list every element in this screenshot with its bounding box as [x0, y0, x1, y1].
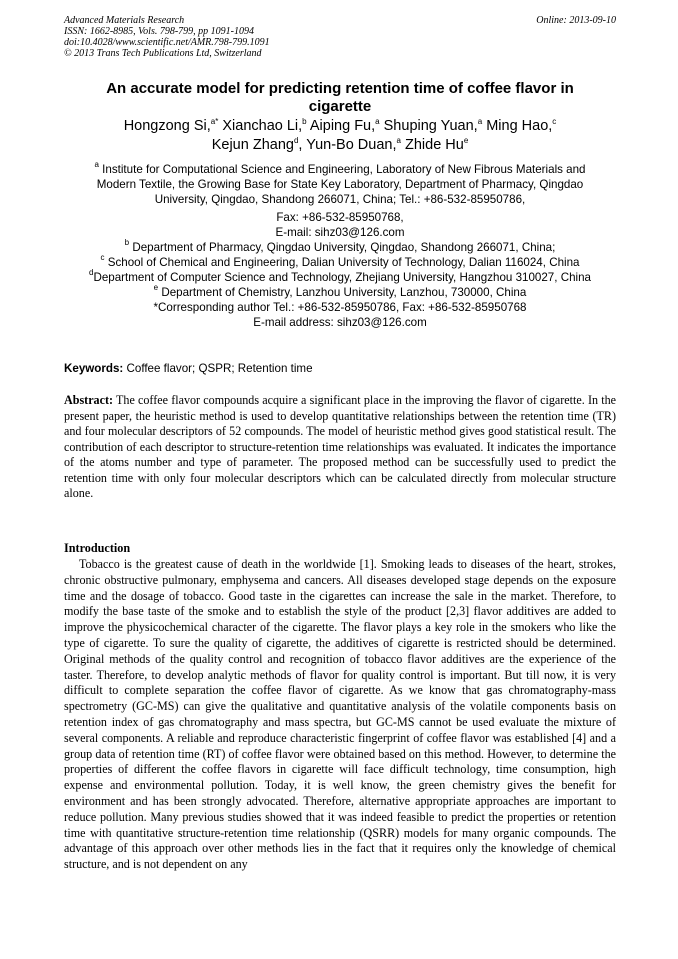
affiliation-c: $^c$ School of Chemical and Engineering, Dalian University of Technology, Dalian 116024, China: [100, 253, 580, 269]
author-name: Hongzong Si,: [123, 118, 211, 134]
affiliation-mark: a: [94, 160, 99, 169]
author-name: Ming Hao,: [486, 118, 553, 134]
author-affiliation-mark: a: [375, 117, 380, 126]
affiliation-a: [64, 162, 616, 207]
online-date: Online: 2013-09-10: [536, 15, 616, 26]
author-affiliation-mark: c: [552, 117, 557, 126]
affiliation-mark: c: [100, 253, 105, 262]
affiliation-contact: [64, 210, 616, 330]
email-address: E-mail address: sihz03@126.com: [253, 316, 427, 329]
author-name: Kejun Zhang: [211, 137, 294, 153]
author-line-1: [64, 117, 616, 136]
keywords: [64, 361, 616, 376]
affiliation-a-line-3: University, Qingdao, Shandong 266071, China; Tel.: +86-532-85950786,: [154, 193, 526, 206]
abstract-label: Abstract:: [64, 393, 114, 407]
abstract: [64, 393, 616, 502]
author-affiliation-mark: a: [396, 136, 401, 145]
corresponding-author: *Corresponding author Tel.: +86-532-85950786, Fax: +86-532-85950768: [153, 301, 527, 314]
affiliation-d: $^d$Department of Computer Science and Technology, Zhejiang University, Hangzhou 310027, China: [89, 268, 591, 284]
author-name: Xianchao Li,: [222, 118, 303, 134]
author-affiliation-mark: d: [293, 136, 299, 145]
author-name: Zhide Hu: [404, 137, 464, 153]
introduction-paragraph: Tobacco is the greatest cause of death in the worldwide [1]. Smoking leads to diseases of the heart, strokes, chronic obstructive pulmonary, emphysema and cancers. All diseases developed stage depends on the exposure time and the dosage of tobacco. Good taste in the cigarettes can increase the sale in the market. Therefore, to modify the base taste of the smoke and to establish the style of the product [2,3] flavor additives are added to improve the physicochemical character of the cigarette. The flavor plays a key role in the smokers who like the type of cigarette. To sure the quality of cigarette, the additives of cigarette is restricted should be determined. Original methods of the quality control and recognition of tobacco flavor additives are the experience of the taster. Therefore, to develop analytic methods of flavor for quality control is important. But till now, it is very difficult to complete separation the coffee flavor of cigarette. As we know that gas chromatography-mass spectrometry (GC-MS) can give the qualitative and quantitative analysis of the volatile components basis on retention index of gas chromatography and mass spectra, but GC-MS cannot be used evaluate the mixture of several components. A reliable and reproduce characteristic fingerprint of coffee flavor was established [4] and a group data of retention time (RT) of coffee flavor were obtained based on this method. However, to determine the properties of different the coffee flavors in cigarette will face difficult technology, time consumption, high expense and environmental pollution. Today, it is well know, the green chemistry gives the benefit for environment and has been strongly advocated. Therefore, alternative appropriate approaches are important to reduce pollution. Many previous studies showed that it was indeed feasible to predict the properties or retention time with quantitative structure-retention time relationship (QSRR) models for many organic compounds. The advantage of this approach over other methods lies in the fact that it requires only the knowledge of chemical structure, and is not dependent on any: [64, 557, 616, 872]
keywords-text: Coffee flavor; QSPR; Retention time: [123, 362, 313, 375]
keywords-label: Keywords:: [64, 362, 124, 375]
copyright-line: © 2013 Trans Tech Publications Ltd, Switzerland: [64, 48, 262, 59]
author-line-2: [64, 136, 616, 155]
author-name: Aiping Fu,: [309, 118, 376, 134]
affiliation-e: $^e$ Department of Chemistry, Lanzhou University, Lanzhou, 730000, China: [153, 283, 527, 299]
affiliation-mark: b: [124, 238, 130, 247]
author-name: Shuping Yuan,: [383, 118, 478, 134]
email-line: E-mail: sihz03@126.com: [275, 226, 405, 239]
title-line-2: cigarette: [308, 98, 372, 115]
affiliation-a-line-2: Modern Textile, the Growing Base for State Key Laboratory, Department of Pharmacy, Qingdao: [96, 178, 584, 191]
author-affiliation-mark: a*: [210, 117, 219, 126]
affiliation-a-line-1: $^a$ Institute for Computational Science and Engineering, Laboratory of New Fibrous Materials and: [94, 160, 586, 176]
author-affiliation-mark: b: [302, 117, 307, 126]
paper-title: [64, 80, 616, 116]
title-line-1: An accurate model for predicting retention time of coffee flavor in: [106, 80, 574, 97]
author-list: [64, 117, 616, 155]
affiliation-mark: e: [153, 283, 159, 292]
author-name: , Yun-Bo Duan,: [298, 137, 397, 153]
affiliation-mark: d: [89, 268, 94, 277]
fax-line: Fax: +86-532-85950768,: [276, 211, 404, 224]
journal-name: Advanced Materials Research: [64, 15, 185, 26]
author-affiliation-mark: a: [477, 117, 483, 126]
section-heading-introduction: Introduction: [64, 541, 131, 555]
abstract-text: The coffee flavor compounds acquire a significant place in the improving the flavor of cigarette. In the present paper, the heuristic method is used to develop quantitative relationships between the retention time (TR) and four molecular descriptors of 52 compounds. The model of heuristic method gives good statistical result. The contribution of each descriptor to structure-retention time relationships was evaluated. It indicates the importance of the atoms number and type of parameter. The proposed method can be successfully used to predict the retention time with only four molecular descriptors which can be calculated directly from molecular structure alone.: [64, 393, 616, 500]
author-affiliation-mark: e: [463, 136, 469, 145]
issn-line: ISSN: 1662-8985, Vols. 798-799, pp 1091-1094: [64, 26, 254, 37]
doi-line: doi:10.4028/www.scientific.net/AMR.798-799.1091: [64, 37, 270, 48]
journal-header: [64, 15, 616, 59]
affiliation-b: $^b$ Department of Pharmacy, Qingdao University, Qingdao, Shandong 266071, China;: [124, 238, 556, 254]
